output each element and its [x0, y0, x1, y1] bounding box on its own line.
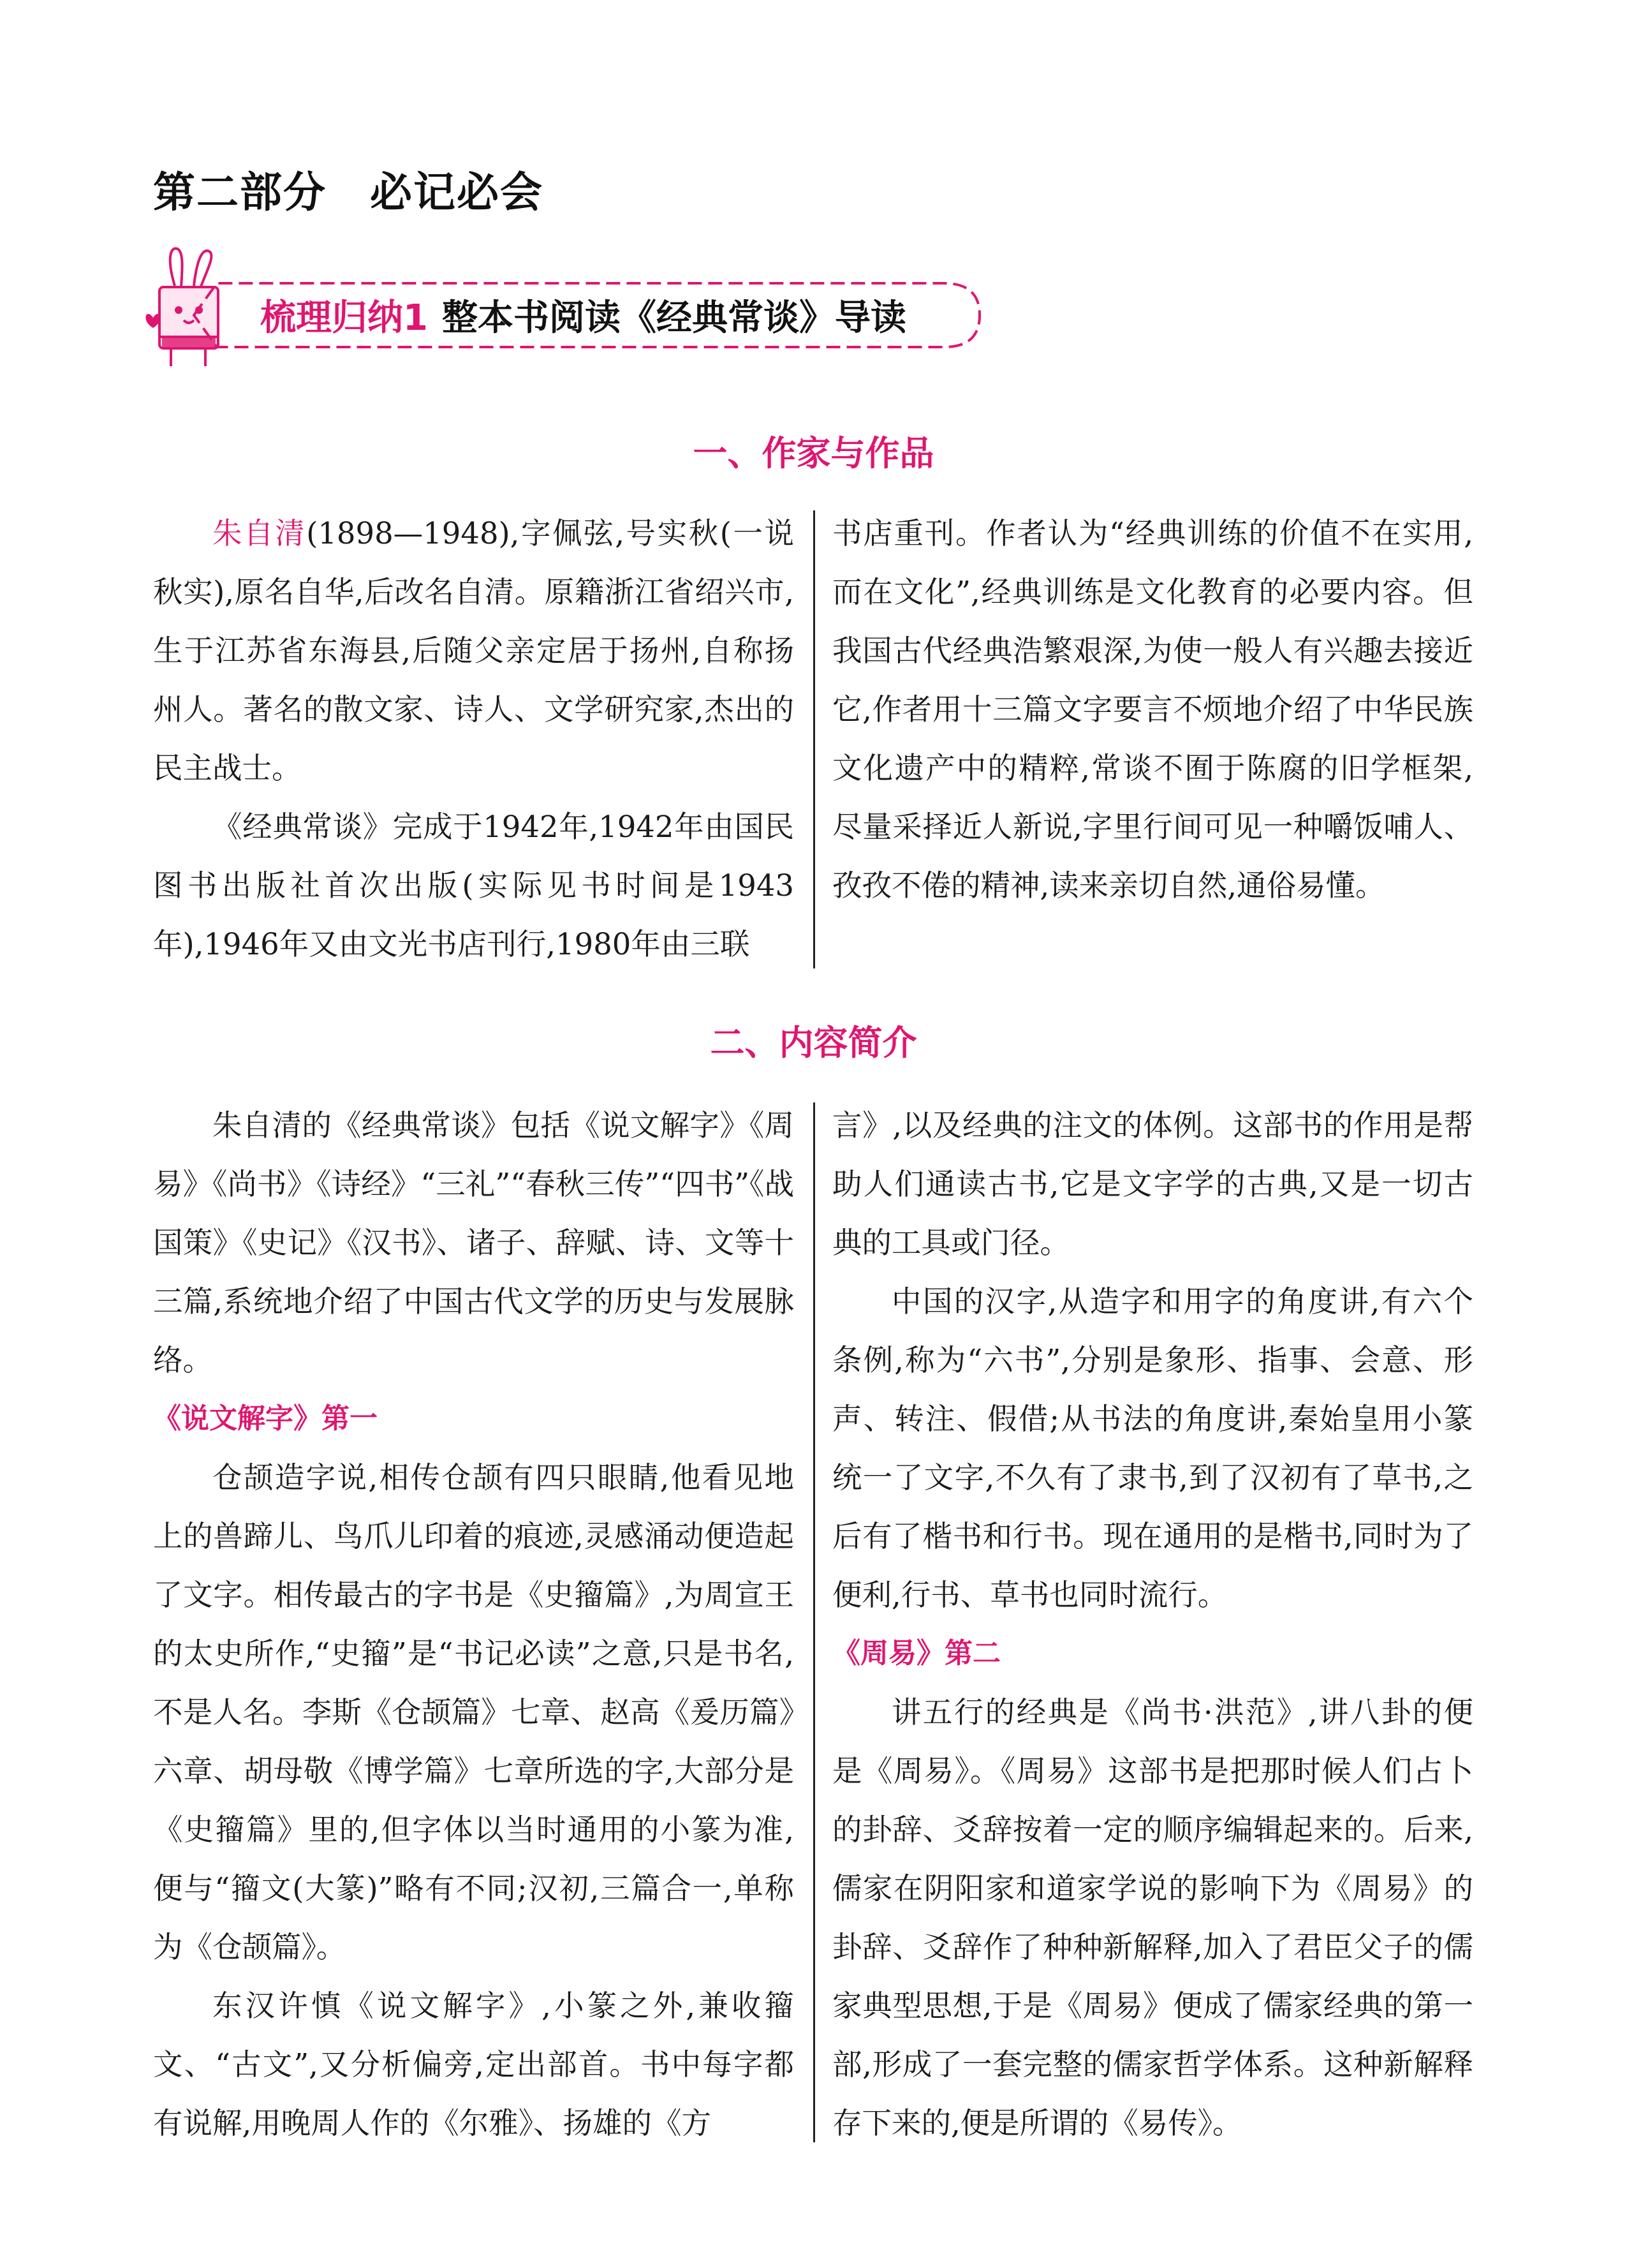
section1-right-column	[832, 504, 1473, 915]
publication-paragraph-cont: 书店重刊。作者认为“经典训练的价值不在实用,而在文化”,经典训练是文化教育的必要内容。但我国古代经典浩繁艰深,为使一般人有兴趣去接近它,作者用十三篇文字要言不烦地介绍了中华民族文化遗产中的精粹,常谈不囿于陈腐的旧学框架,尽量采择近人新说,字里行间可见一种嚼饭哺人、孜孜不倦的精神,读来亲切自然,通俗易懂。	[832, 516, 1473, 903]
author-bio: (1898—1948),字佩弦,号实秋(一说秋实),原名自华,后改名自清。原籍浙江省绍兴市,生于江苏省东海县,后随父亲定居于扬州,自称扬州人。著名的散文家、诗人、文学研究家,杰出的民主战士。	[153, 516, 795, 785]
cangjie-paragraph: 仓颉造字说,相传仓颉有四只眼睛,他看见地上的兽蹄儿、鸟爪儿印着的痕迹,灵感涌动便造起了文字。相传最古的字书是《史籀篇》,为周宣王的太史所作,“史籀”是“书记必读”之意,只是书名,不是人名。李斯《仓颉篇》七章、赵高《爰历篇》六章、胡母敬《博学篇》七章所选的字,大部分是《史籀篇》里的,但字体以当时通用的小篆为准,便与“籀文(大篆)”略有不同;汉初,三篇合一,单称为《仓颉篇》。	[153, 1460, 794, 1964]
xushen-paragraph-cont: 言》,以及经典的注文的体例。这部书的作用是帮助人们通读古书,它是文字学的古典,又是一切古典的工具或门径。	[832, 1108, 1473, 1260]
column-divider	[813, 510, 815, 968]
part-title: 第二部分 必记必会	[153, 168, 543, 217]
zhouyi-paragraph: 讲五行的经典是《尚书·洪范》,讲八卦的便是《周易》。《周易》这部书是把那时候人们占卜的卦辞、爻辞按着一定的顺序编辑起来的。后来,儒家在阴阳家和道家学说的影响下为《周易》的卦辞、爻辞作了种种新解释,加入了君臣父子的儒家典型思想,于是《周易》便成了儒家经典的第一部,形成了一套完整的儒家哲学体系。这种新解释存下来的,便是所谓的《易传》。	[832, 1695, 1473, 2140]
author-paragraph	[153, 504, 794, 797]
section-heading-author: 一、作家与作品	[693, 433, 934, 473]
column-divider	[813, 1102, 815, 2142]
xushen-paragraph: 东汉许慎《说文解字》,小篆之外,兼收籀文、“古文”,又分析偏旁,定出部首。书中每字都有说解,用晚周人作的《尔雅》、扬雄的《方	[153, 1989, 794, 2140]
publication-paragraph: 《经典常谈》完成于1942年,1942年由国民图书出版社首次出版(实际见书时间是1943年),1946年又由文光书店刊行,1980年由三联	[153, 810, 794, 961]
banner-label: 梳理归纳1	[260, 297, 428, 339]
author-name: 朱自清	[212, 516, 307, 551]
content-intro-paragraph: 朱自清的《经典常谈》包括《说文解字》《周易》《尚书》《诗经》“三礼”“春秋三传”“四书”《战国策》《史记》《汉书》、诸子、辞赋、诗、文等十三篇,系统地介绍了中国古代文学的历史与发展脉络。	[153, 1108, 794, 1377]
subheading-zhouyi: 《周易》第二	[832, 1637, 1001, 1670]
section2-left-column	[153, 1096, 794, 2153]
liushu-paragraph: 中国的汉字,从造字和用字的角度讲,有六个条例,称为“六书”,分别是象形、指事、会意、形声、转注、假借;从书法的角度讲,秦始皇用小篆统一了文字,不久有了隶书,到了汉初有了草书,之后有了楷书和行书。现在通用的是楷书,同时为了便利,行书、草书也同时流行。	[832, 1284, 1473, 1612]
subheading-shuowen: 《说文解字》第一	[153, 1402, 378, 1435]
section1-left-column	[153, 504, 794, 974]
section-heading-content: 二、内容简介	[710, 1023, 917, 1063]
section2-right-column	[832, 1096, 1473, 2153]
section-banner	[191, 281, 982, 350]
banner-title: 整本书阅读《经典常谈》导读	[441, 297, 906, 339]
